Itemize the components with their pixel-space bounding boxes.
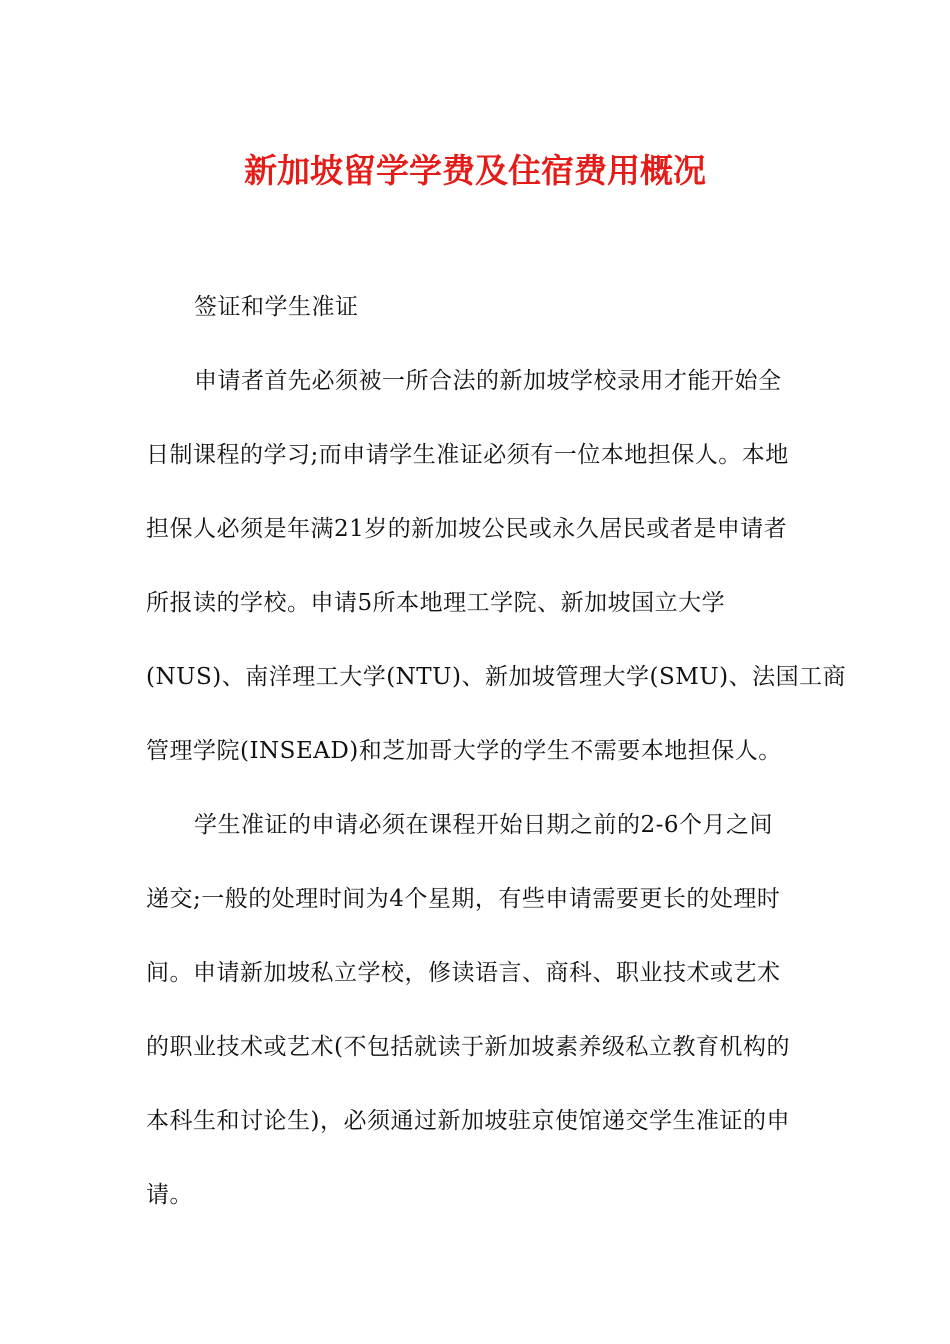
section-heading: 签证和学生准证 bbox=[194, 294, 359, 320]
paragraph-line: 所报读的学校。申请5所本地理工学院、新加坡国立大学 bbox=[146, 590, 726, 616]
paragraph-line: 递交;一般的处理时间为4个星期，有些申请需要更长的处理时 bbox=[146, 886, 781, 912]
document-title: 新加坡留学学费及住宿费用概况 bbox=[244, 151, 706, 190]
paragraph-line: 间。申请新加坡私立学校，修读语言、商科、职业技术或艺术 bbox=[146, 960, 781, 986]
paragraph-line: 申请者首先必须被一所合法的新加坡学校录用才能开始全 bbox=[194, 368, 782, 394]
paragraph-2 bbox=[146, 788, 804, 1232]
paragraph-line: 本科生和讨论生)，必须通过新加坡驻京使馆递交学生准证的申 bbox=[146, 1108, 790, 1134]
paragraph-line: 日制课程的学习;而申请学生准证必须有一位本地担保人。本地 bbox=[146, 442, 789, 468]
paragraph-line: (NUS)、南洋理工大学(NTU)、新加坡管理大学(SMU)、法国工商 bbox=[146, 664, 847, 690]
paragraph-1 bbox=[146, 344, 847, 788]
paragraph-line: 请。 bbox=[146, 1182, 193, 1208]
paragraph-line: 担保人必须是年满21岁的新加坡公民或永久居民或者是申请者 bbox=[146, 516, 788, 542]
paragraph-line: 学生准证的申请必须在课程开始日期之前的2-6个月之间 bbox=[194, 812, 774, 838]
paragraph-line: 的职业技术或艺术(不包括就读于新加坡素养级私立教育机构的 bbox=[146, 1034, 790, 1060]
paragraph-line: 管理学院(INSEAD)和芝加哥大学的学生不需要本地担保人。 bbox=[146, 738, 782, 764]
document-body bbox=[146, 270, 847, 1232]
